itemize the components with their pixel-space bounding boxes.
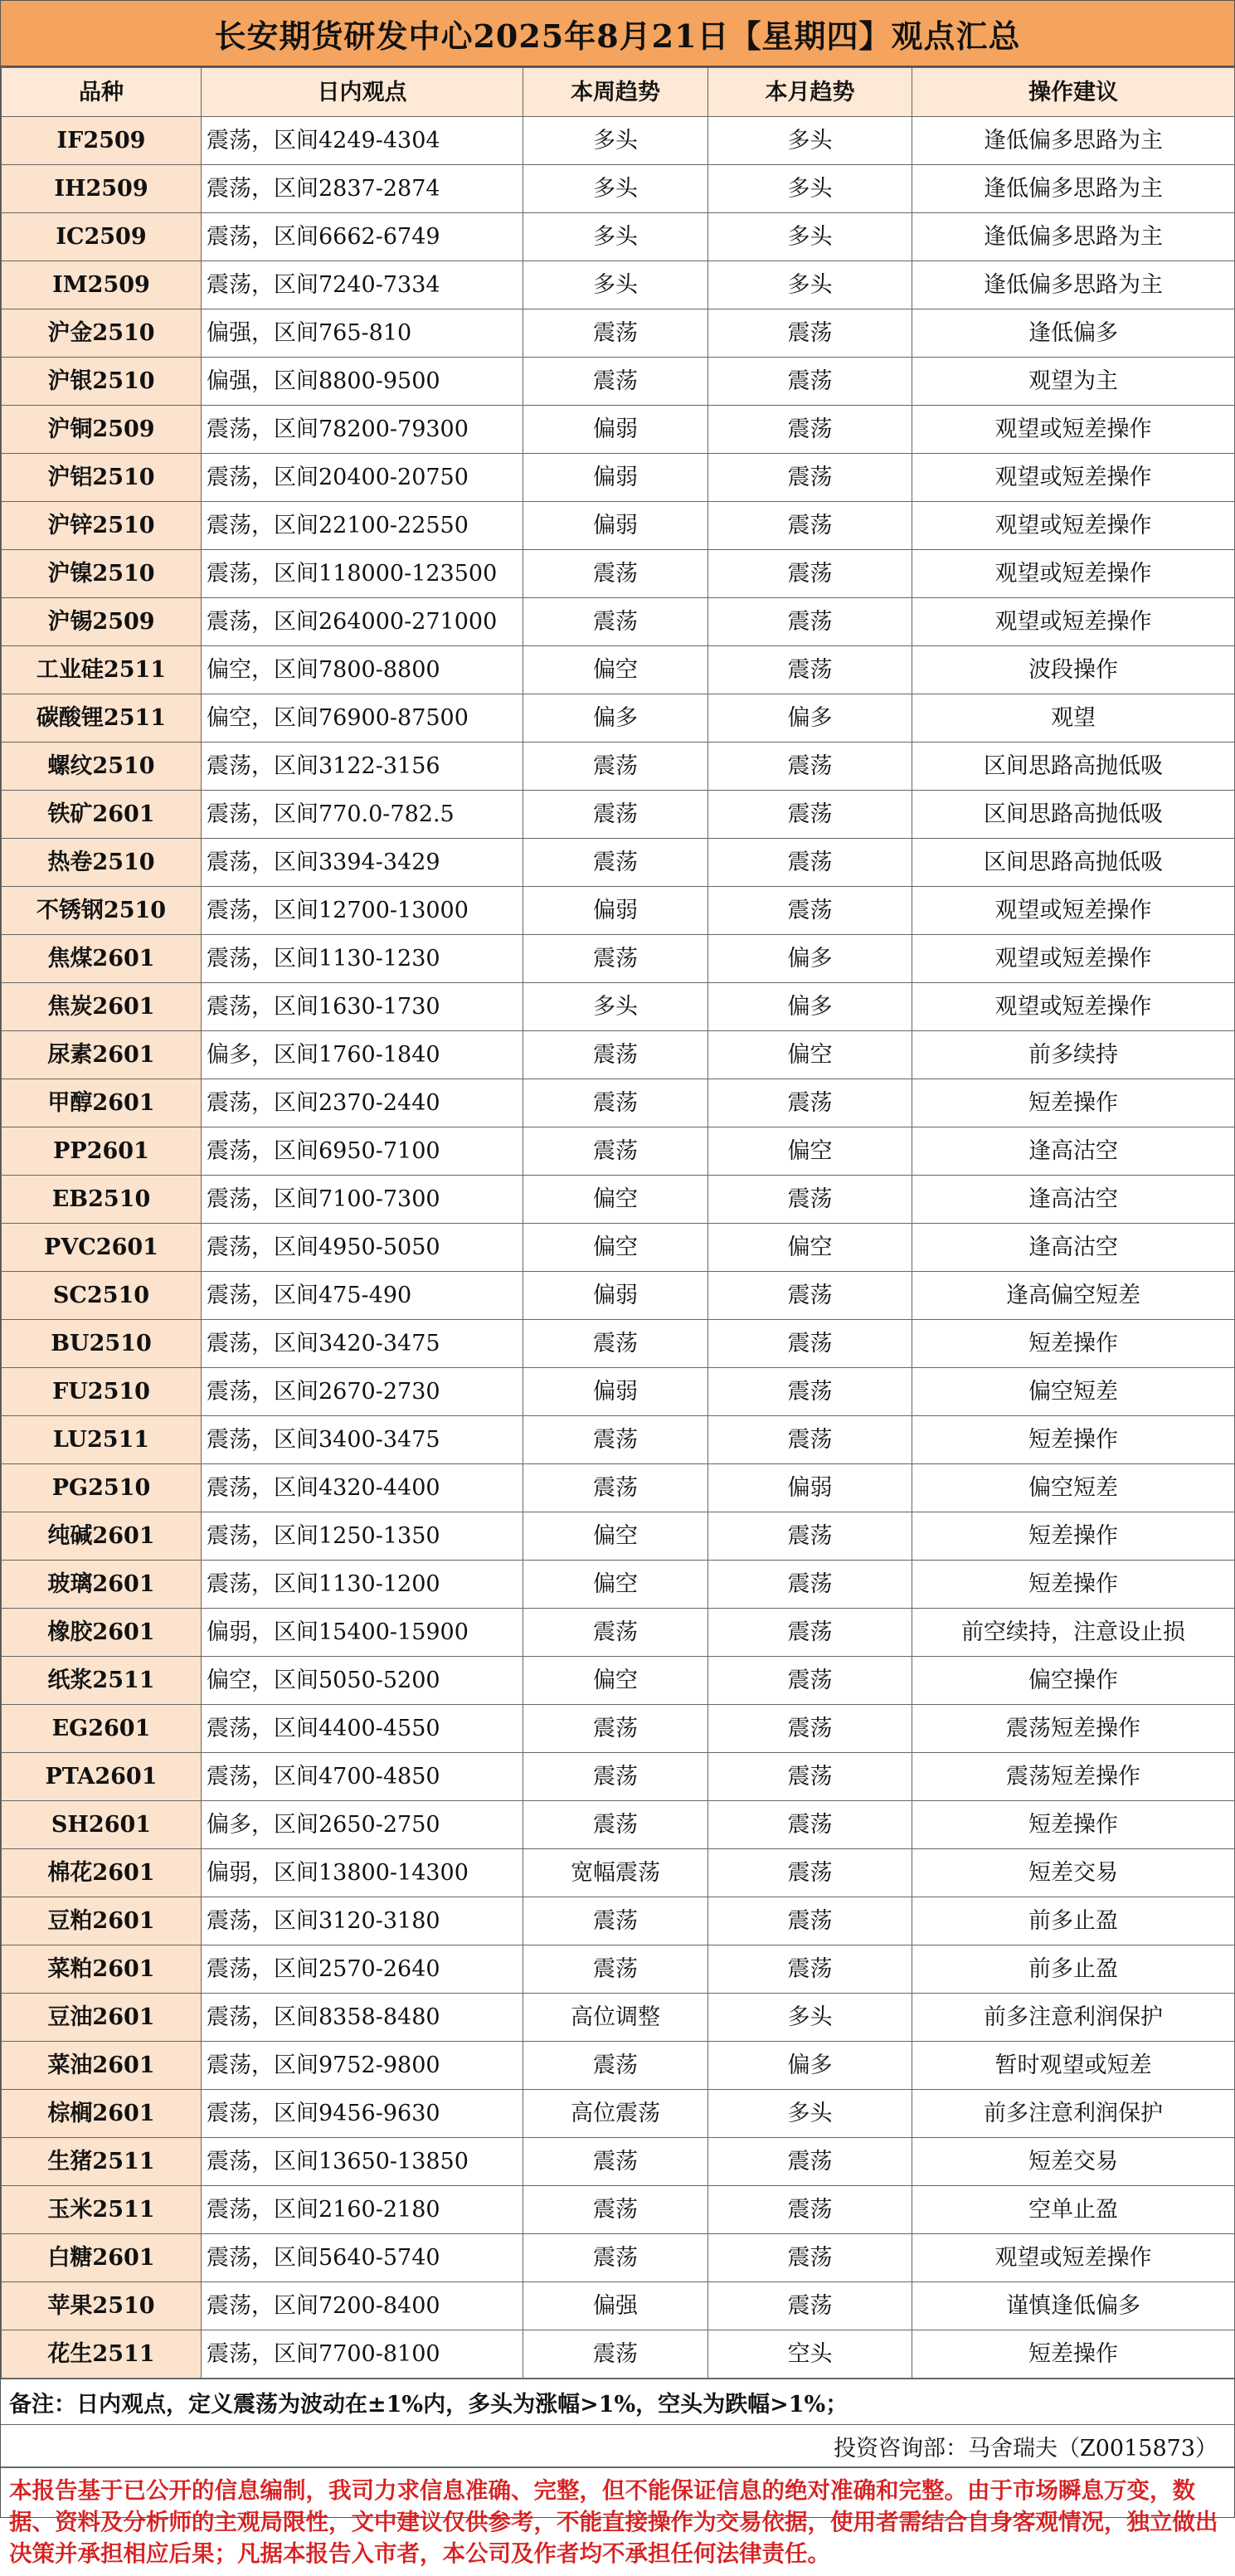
table-row	[2, 2138, 1235, 2186]
weekly-trend-cell: 震荡	[523, 2138, 708, 2186]
monthly-trend-cell: 震荡	[708, 1368, 912, 1416]
advice-cell: 观望或短差操作	[912, 935, 1235, 983]
advice-cell: 逢高沽空	[912, 1224, 1235, 1272]
weekly-trend-cell: 震荡	[523, 2234, 708, 2282]
monthly-trend-cell: 偏多	[708, 983, 912, 1031]
intraday-view-cell: 震荡，区间5640-5740	[202, 2234, 523, 2282]
monthly-trend-cell: 偏多	[708, 935, 912, 983]
intraday-view-cell: 震荡，区间2670-2730	[202, 1368, 523, 1416]
variety-cell: 沪锌2510	[2, 502, 202, 550]
table-row	[2, 791, 1235, 839]
header-operation-advice: 操作建议	[912, 68, 1235, 117]
intraday-view-cell: 震荡，区间3394-3429	[202, 839, 523, 887]
monthly-trend-cell: 偏多	[708, 2042, 912, 2090]
table-row	[2, 694, 1235, 743]
table-row	[2, 1416, 1235, 1464]
monthly-trend-cell: 震荡	[708, 1801, 912, 1849]
variety-cell: LU2511	[2, 1416, 202, 1464]
advice-cell: 观望为主	[912, 358, 1235, 406]
variety-cell: 玉米2511	[2, 2186, 202, 2234]
advice-cell: 逢低偏多思路为主	[912, 213, 1235, 261]
weekly-trend-cell: 偏多	[523, 694, 708, 743]
variety-cell: 沪金2510	[2, 309, 202, 358]
table-row	[2, 1801, 1235, 1849]
advice-cell: 短差操作	[912, 1079, 1235, 1127]
variety-cell: BU2510	[2, 1320, 202, 1368]
table-row	[2, 2090, 1235, 2138]
monthly-trend-cell: 震荡	[708, 1657, 912, 1705]
variety-cell: 纸浆2511	[2, 1657, 202, 1705]
header-weekly-trend: 本周趋势	[523, 68, 708, 117]
header-variety: 品种	[2, 68, 202, 117]
intraday-view-cell: 震荡，区间2370-2440	[202, 1079, 523, 1127]
weekly-trend-cell: 震荡	[523, 1753, 708, 1801]
variety-cell: IF2509	[2, 117, 202, 165]
monthly-trend-cell: 震荡	[708, 1609, 912, 1657]
intraday-view-cell: 震荡，区间475-490	[202, 1272, 523, 1320]
variety-cell: 沪铜2509	[2, 406, 202, 454]
variety-cell: PG2510	[2, 1464, 202, 1512]
weekly-trend-cell: 多头	[523, 213, 708, 261]
variety-cell: PP2601	[2, 1127, 202, 1176]
intraday-view-cell: 震荡，区间2160-2180	[202, 2186, 523, 2234]
monthly-trend-cell: 震荡	[708, 2234, 912, 2282]
monthly-trend-cell: 震荡	[708, 1079, 912, 1127]
advice-cell: 区间思路高抛低吸	[912, 791, 1235, 839]
table-row	[2, 2186, 1235, 2234]
advice-cell: 前多续持	[912, 1031, 1235, 1079]
intraday-view-cell: 偏强，区间8800-9500	[202, 358, 523, 406]
variety-cell: 苹果2510	[2, 2282, 202, 2330]
table-row	[2, 1031, 1235, 1079]
monthly-trend-cell: 震荡	[708, 743, 912, 791]
intraday-view-cell: 震荡，区间7200-8400	[202, 2282, 523, 2330]
weekly-trend-cell: 震荡	[523, 1079, 708, 1127]
advice-cell: 短差操作	[912, 1801, 1235, 1849]
monthly-trend-cell: 震荡	[708, 1416, 912, 1464]
advice-cell: 前多止盈	[912, 1945, 1235, 1994]
monthly-trend-cell: 震荡	[708, 2138, 912, 2186]
advice-cell: 前多止盈	[912, 1897, 1235, 1945]
advice-cell: 短差交易	[912, 2138, 1235, 2186]
advice-cell: 偏空短差	[912, 1368, 1235, 1416]
table-row	[2, 935, 1235, 983]
variety-cell: 沪银2510	[2, 358, 202, 406]
variety-cell: 沪铝2510	[2, 454, 202, 502]
variety-cell: 棉花2601	[2, 1849, 202, 1897]
monthly-trend-cell: 多头	[708, 1994, 912, 2042]
table-row	[2, 598, 1235, 646]
weekly-trend-cell: 偏弱	[523, 454, 708, 502]
intraday-view-cell: 震荡，区间1130-1230	[202, 935, 523, 983]
outlook-table	[1, 67, 1235, 2379]
table-row	[2, 550, 1235, 598]
advice-cell: 观望或短差操作	[912, 983, 1235, 1031]
table-row	[2, 1609, 1235, 1657]
intraday-view-cell: 偏多，区间2650-2750	[202, 1801, 523, 1849]
advice-cell: 空单止盈	[912, 2186, 1235, 2234]
advice-cell: 观望或短差操作	[912, 502, 1235, 550]
monthly-trend-cell: 震荡	[708, 887, 912, 935]
weekly-trend-cell: 震荡	[523, 1416, 708, 1464]
variety-cell: 花生2511	[2, 2330, 202, 2379]
variety-cell: SH2601	[2, 1801, 202, 1849]
intraday-view-cell: 震荡，区间1630-1730	[202, 983, 523, 1031]
weekly-trend-cell: 多头	[523, 165, 708, 213]
weekly-trend-cell: 震荡	[523, 1801, 708, 1849]
variety-cell: 纯碱2601	[2, 1512, 202, 1561]
advice-cell: 逢低偏多思路为主	[912, 165, 1235, 213]
monthly-trend-cell: 震荡	[708, 1561, 912, 1609]
advice-cell: 偏空操作	[912, 1657, 1235, 1705]
weekly-trend-cell: 震荡	[523, 1945, 708, 1994]
variety-cell: 螺纹2510	[2, 743, 202, 791]
weekly-trend-cell: 偏空	[523, 1224, 708, 1272]
weekly-trend-cell: 高位调整	[523, 1994, 708, 2042]
intraday-view-cell: 震荡，区间20400-20750	[202, 454, 523, 502]
variety-cell: 玻璃2601	[2, 1561, 202, 1609]
weekly-trend-cell: 多头	[523, 983, 708, 1031]
table-row	[2, 1127, 1235, 1176]
monthly-trend-cell: 震荡	[708, 791, 912, 839]
monthly-trend-cell: 偏多	[708, 694, 912, 743]
monthly-trend-cell: 震荡	[708, 2186, 912, 2234]
page-title: 长安期货研发中心2025年8月21日【星期四】观点汇总	[1, 1, 1234, 67]
variety-cell: 沪锡2509	[2, 598, 202, 646]
monthly-trend-cell: 空头	[708, 2330, 912, 2379]
intraday-view-cell: 震荡，区间770.0-782.5	[202, 791, 523, 839]
weekly-trend-cell: 偏空	[523, 646, 708, 694]
advice-cell: 震荡短差操作	[912, 1705, 1235, 1753]
monthly-trend-cell: 震荡	[708, 839, 912, 887]
variety-cell: IM2509	[2, 261, 202, 309]
monthly-trend-cell: 震荡	[708, 1176, 912, 1224]
advice-cell: 震荡短差操作	[912, 1753, 1235, 1801]
table-row	[2, 1561, 1235, 1609]
table-row	[2, 2282, 1235, 2330]
table-row	[2, 1176, 1235, 1224]
intraday-view-cell: 震荡，区间7100-7300	[202, 1176, 523, 1224]
note-text: 备注：日内观点，定义震荡为波动在±1%内，多头为涨幅>1%，空头为跌幅>1%；	[1, 2379, 1234, 2424]
weekly-trend-cell: 偏空	[523, 1176, 708, 1224]
weekly-trend-cell: 偏弱	[523, 502, 708, 550]
monthly-trend-cell: 偏空	[708, 1031, 912, 1079]
intraday-view-cell: 震荡，区间8358-8480	[202, 1994, 523, 2042]
table-row	[2, 406, 1235, 454]
weekly-trend-cell: 震荡	[523, 743, 708, 791]
weekly-trend-cell: 震荡	[523, 598, 708, 646]
variety-cell: 碳酸锂2511	[2, 694, 202, 743]
advice-cell: 观望或短差操作	[912, 887, 1235, 935]
table-row	[2, 743, 1235, 791]
intraday-view-cell: 震荡，区间1250-1350	[202, 1512, 523, 1561]
variety-cell: 生猪2511	[2, 2138, 202, 2186]
intraday-view-cell: 偏弱，区间15400-15900	[202, 1609, 523, 1657]
advice-cell: 短差操作	[912, 1416, 1235, 1464]
monthly-trend-cell: 震荡	[708, 454, 912, 502]
variety-cell: EB2510	[2, 1176, 202, 1224]
weekly-trend-cell: 震荡	[523, 1320, 708, 1368]
monthly-trend-cell: 震荡	[708, 309, 912, 358]
intraday-view-cell: 震荡，区间9752-9800	[202, 2042, 523, 2090]
table-row	[2, 1079, 1235, 1127]
intraday-view-cell: 震荡，区间3122-3156	[202, 743, 523, 791]
table-row	[2, 502, 1235, 550]
intraday-view-cell: 震荡，区间6662-6749	[202, 213, 523, 261]
weekly-trend-cell: 震荡	[523, 839, 708, 887]
weekly-trend-cell: 偏强	[523, 2282, 708, 2330]
advice-cell: 前空续持，注意设止损	[912, 1609, 1235, 1657]
intraday-view-cell: 偏空，区间7800-8800	[202, 646, 523, 694]
advice-cell: 区间思路高抛低吸	[912, 743, 1235, 791]
monthly-trend-cell: 多头	[708, 261, 912, 309]
weekly-trend-cell: 多头	[523, 261, 708, 309]
monthly-trend-cell: 震荡	[708, 1272, 912, 1320]
intraday-view-cell: 震荡，区间3420-3475	[202, 1320, 523, 1368]
variety-cell: 焦炭2601	[2, 983, 202, 1031]
variety-cell: 工业硅2511	[2, 646, 202, 694]
intraday-view-cell: 震荡，区间78200-79300	[202, 406, 523, 454]
monthly-trend-cell: 多头	[708, 117, 912, 165]
table-row	[2, 1753, 1235, 1801]
table-row	[2, 2042, 1235, 2090]
intraday-view-cell: 震荡，区间264000-271000	[202, 598, 523, 646]
variety-cell: 热卷2510	[2, 839, 202, 887]
table-header-row	[2, 68, 1235, 117]
weekly-trend-cell: 偏弱	[523, 1272, 708, 1320]
table-row	[2, 1994, 1235, 2042]
monthly-trend-cell: 震荡	[708, 406, 912, 454]
variety-cell: PTA2601	[2, 1753, 202, 1801]
advice-cell: 暂时观望或短差	[912, 2042, 1235, 2090]
weekly-trend-cell: 震荡	[523, 550, 708, 598]
weekly-trend-cell: 震荡	[523, 1705, 708, 1753]
table-row	[2, 1705, 1235, 1753]
table-row	[2, 213, 1235, 261]
weekly-trend-cell: 震荡	[523, 1127, 708, 1176]
monthly-trend-cell: 震荡	[708, 1512, 912, 1561]
advice-cell: 区间思路高抛低吸	[912, 839, 1235, 887]
intraday-view-cell: 震荡，区间7700-8100	[202, 2330, 523, 2379]
advice-cell: 逢高沽空	[912, 1127, 1235, 1176]
intraday-view-cell: 震荡，区间6950-7100	[202, 1127, 523, 1176]
table-row	[2, 261, 1235, 309]
table-row	[2, 1464, 1235, 1512]
weekly-trend-cell: 震荡	[523, 791, 708, 839]
advice-cell: 前多注意利润保护	[912, 2090, 1235, 2138]
advice-cell: 观望	[912, 694, 1235, 743]
table-row	[2, 117, 1235, 165]
monthly-trend-cell: 震荡	[708, 1945, 912, 1994]
weekly-trend-cell: 震荡	[523, 309, 708, 358]
intraday-view-cell: 震荡，区间4320-4400	[202, 1464, 523, 1512]
header-monthly-trend: 本月趋势	[708, 68, 912, 117]
variety-cell: SC2510	[2, 1272, 202, 1320]
table-row	[2, 2234, 1235, 2282]
intraday-view-cell: 震荡，区间4249-4304	[202, 117, 523, 165]
table-row	[2, 358, 1235, 406]
variety-cell: 菜油2601	[2, 2042, 202, 2090]
intraday-view-cell: 震荡，区间4400-4550	[202, 1705, 523, 1753]
table-row	[2, 1897, 1235, 1945]
monthly-trend-cell: 偏弱	[708, 1464, 912, 1512]
table-row	[2, 1512, 1235, 1561]
disclaimer-text: 本报告基于已公开的信息编制，我司力求信息准确、完整，但不能保证信息的绝对准确和完整。由于市场瞬息万变，数据、资料及分析师的主观局限性，文中建议仅供参考，不能直接操作为交易依据，使用者需结合自身客观情况，独立做出决策并承担相应后果；凡据本报告入市者，本公司及作者均不承担任何法律责任。	[1, 2466, 1234, 2576]
variety-cell: IC2509	[2, 213, 202, 261]
intraday-view-cell: 震荡，区间7240-7334	[202, 261, 523, 309]
table-row	[2, 1368, 1235, 1416]
advice-cell: 逢高偏空短差	[912, 1272, 1235, 1320]
advice-cell: 观望或短差操作	[912, 406, 1235, 454]
monthly-trend-cell: 偏空	[708, 1127, 912, 1176]
header-intraday-view: 日内观点	[202, 68, 523, 117]
weekly-trend-cell: 偏弱	[523, 406, 708, 454]
table-row	[2, 1657, 1235, 1705]
advice-cell: 观望或短差操作	[912, 598, 1235, 646]
intraday-view-cell: 偏空，区间5050-5200	[202, 1657, 523, 1705]
weekly-trend-cell: 震荡	[523, 935, 708, 983]
intraday-view-cell: 震荡，区间9456-9630	[202, 2090, 523, 2138]
variety-cell: 铁矿2601	[2, 791, 202, 839]
weekly-trend-cell: 震荡	[523, 1464, 708, 1512]
advice-cell: 逢低偏多思路为主	[912, 117, 1235, 165]
weekly-trend-cell: 震荡	[523, 2042, 708, 2090]
intraday-view-cell: 偏弱，区间13800-14300	[202, 1849, 523, 1897]
variety-cell: IH2509	[2, 165, 202, 213]
monthly-trend-cell: 偏空	[708, 1224, 912, 1272]
monthly-trend-cell: 震荡	[708, 1753, 912, 1801]
variety-cell: 豆粕2601	[2, 1897, 202, 1945]
monthly-trend-cell: 震荡	[708, 1705, 912, 1753]
table-row	[2, 1272, 1235, 1320]
advice-cell: 波段操作	[912, 646, 1235, 694]
table-body	[2, 117, 1235, 2379]
advice-cell: 逢高沽空	[912, 1176, 1235, 1224]
table-row	[2, 1945, 1235, 1994]
monthly-trend-cell: 震荡	[708, 550, 912, 598]
advice-cell: 逢低偏多思路为主	[912, 261, 1235, 309]
table-row	[2, 1224, 1235, 1272]
variety-cell: EG2601	[2, 1705, 202, 1753]
monthly-trend-cell: 震荡	[708, 1320, 912, 1368]
intraday-view-cell: 震荡，区间22100-22550	[202, 502, 523, 550]
monthly-trend-cell: 震荡	[708, 502, 912, 550]
monthly-trend-cell: 多头	[708, 165, 912, 213]
advice-cell: 观望或短差操作	[912, 454, 1235, 502]
weekly-trend-cell: 震荡	[523, 1609, 708, 1657]
weekly-trend-cell: 偏空	[523, 1657, 708, 1705]
intraday-view-cell: 震荡，区间2570-2640	[202, 1945, 523, 1994]
advice-cell: 谨慎逢低偏多	[912, 2282, 1235, 2330]
weekly-trend-cell: 偏空	[523, 1561, 708, 1609]
monthly-trend-cell: 多头	[708, 213, 912, 261]
table-row	[2, 165, 1235, 213]
intraday-view-cell: 震荡，区间4950-5050	[202, 1224, 523, 1272]
table-row	[2, 887, 1235, 935]
monthly-trend-cell: 震荡	[708, 646, 912, 694]
variety-cell: 焦煤2601	[2, 935, 202, 983]
weekly-trend-cell: 偏空	[523, 1512, 708, 1561]
table-row	[2, 983, 1235, 1031]
intraday-view-cell: 震荡，区间12700-13000	[202, 887, 523, 935]
advice-cell: 前多注意利润保护	[912, 1994, 1235, 2042]
advice-cell: 短差操作	[912, 2330, 1235, 2379]
intraday-view-cell: 震荡，区间3120-3180	[202, 1897, 523, 1945]
variety-cell: 沪镍2510	[2, 550, 202, 598]
monthly-trend-cell: 震荡	[708, 358, 912, 406]
variety-cell: 不锈钢2510	[2, 887, 202, 935]
intraday-view-cell: 震荡，区间118000-123500	[202, 550, 523, 598]
variety-cell: 橡胶2601	[2, 1609, 202, 1657]
advice-cell: 观望或短差操作	[912, 2234, 1235, 2282]
table-row	[2, 2330, 1235, 2379]
weekly-trend-cell: 高位震荡	[523, 2090, 708, 2138]
table-row	[2, 454, 1235, 502]
advice-cell: 短差操作	[912, 1512, 1235, 1561]
variety-cell: 豆油2601	[2, 1994, 202, 2042]
variety-cell: FU2510	[2, 1368, 202, 1416]
intraday-view-cell: 偏空，区间76900-87500	[202, 694, 523, 743]
weekly-trend-cell: 震荡	[523, 2330, 708, 2379]
advice-cell: 观望或短差操作	[912, 550, 1235, 598]
table-row	[2, 1320, 1235, 1368]
advice-cell: 逢低偏多	[912, 309, 1235, 358]
intraday-view-cell: 偏多，区间1760-1840	[202, 1031, 523, 1079]
monthly-trend-cell: 震荡	[708, 2282, 912, 2330]
intraday-view-cell: 震荡，区间13650-13850	[202, 2138, 523, 2186]
table-row	[2, 839, 1235, 887]
variety-cell: 棕榈2601	[2, 2090, 202, 2138]
weekly-trend-cell: 多头	[523, 117, 708, 165]
intraday-view-cell: 震荡，区间2837-2874	[202, 165, 523, 213]
weekly-trend-cell: 震荡	[523, 1897, 708, 1945]
contact-text: 投资咨询部：马舍瑞夫（Z0015873）	[1, 2424, 1234, 2466]
weekly-trend-cell: 偏弱	[523, 887, 708, 935]
table-row	[2, 1849, 1235, 1897]
advice-cell: 短差操作	[912, 1561, 1235, 1609]
intraday-view-cell: 震荡，区间1130-1200	[202, 1561, 523, 1609]
monthly-trend-cell: 多头	[708, 2090, 912, 2138]
monthly-trend-cell: 震荡	[708, 1849, 912, 1897]
table-row	[2, 646, 1235, 694]
variety-cell: 甲醇2601	[2, 1079, 202, 1127]
intraday-view-cell: 震荡，区间4700-4850	[202, 1753, 523, 1801]
advice-cell: 短差交易	[912, 1849, 1235, 1897]
intraday-view-cell: 偏强，区间765-810	[202, 309, 523, 358]
weekly-trend-cell: 震荡	[523, 358, 708, 406]
monthly-trend-cell: 震荡	[708, 1897, 912, 1945]
weekly-trend-cell: 震荡	[523, 1031, 708, 1079]
weekly-trend-cell: 偏弱	[523, 1368, 708, 1416]
intraday-view-cell: 震荡，区间3400-3475	[202, 1416, 523, 1464]
variety-cell: 菜粕2601	[2, 1945, 202, 1994]
weekly-trend-cell: 宽幅震荡	[523, 1849, 708, 1897]
advice-cell: 偏空短差	[912, 1464, 1235, 1512]
variety-cell: PVC2601	[2, 1224, 202, 1272]
table-row	[2, 309, 1235, 358]
monthly-trend-cell: 震荡	[708, 598, 912, 646]
advice-cell: 短差操作	[912, 1320, 1235, 1368]
variety-cell: 白糖2601	[2, 2234, 202, 2282]
variety-cell: 尿素2601	[2, 1031, 202, 1079]
weekly-trend-cell: 震荡	[523, 2186, 708, 2234]
